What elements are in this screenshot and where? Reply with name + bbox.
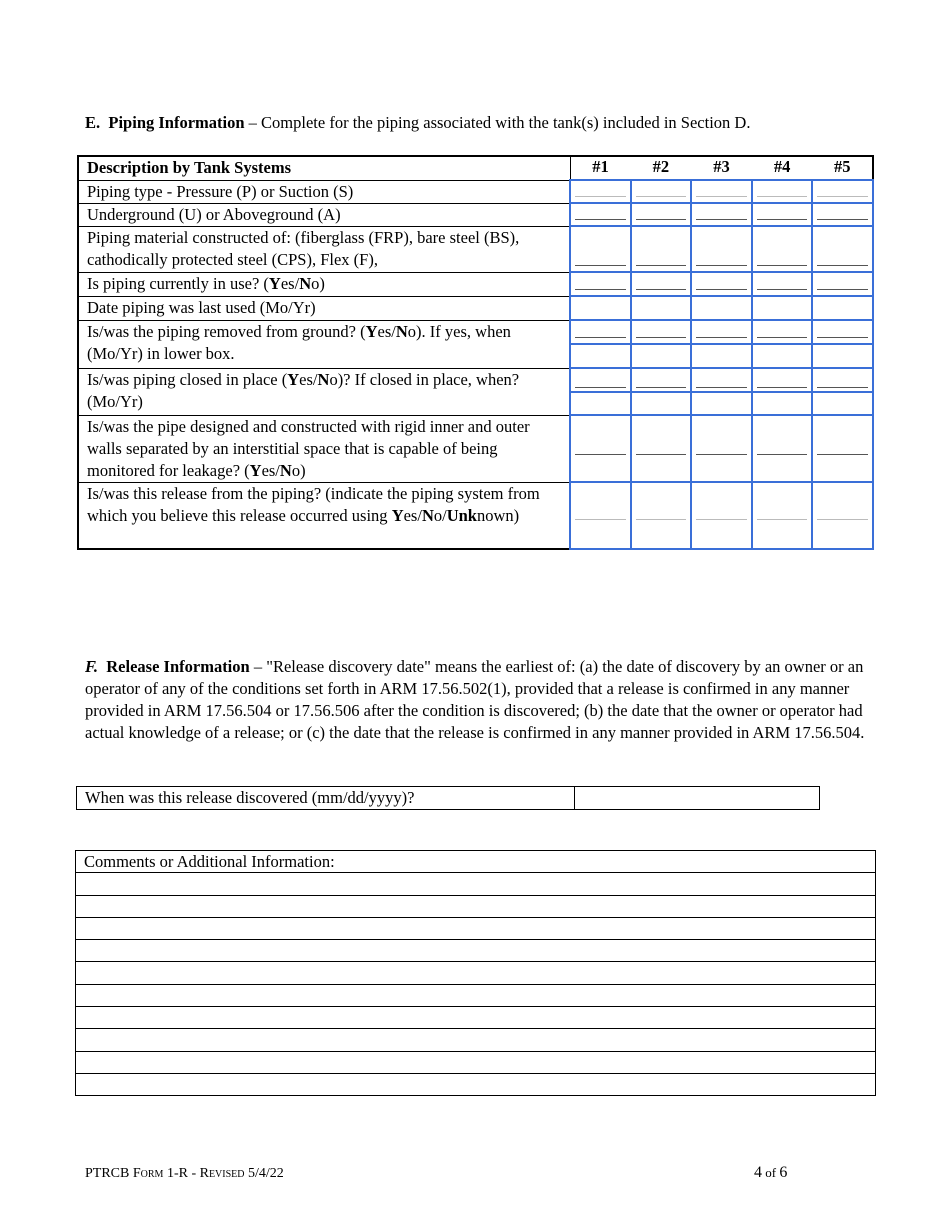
row-label-closed-in-place: Is/was piping closed in place (Yes/No)? If closed in place, when? (Mo/Yr)	[78, 368, 570, 415]
table-header-row	[78, 156, 873, 180]
input-in-use-4[interactable]	[752, 272, 813, 296]
input-underground-2[interactable]	[631, 203, 692, 226]
row-label-last-used: Date piping was last used (Mo/Yr)	[78, 296, 570, 320]
input-removed-4[interactable]	[752, 320, 813, 368]
input-closed-1[interactable]	[570, 368, 631, 415]
input-removed-5[interactable]	[812, 320, 873, 368]
row-underground	[78, 203, 873, 226]
section-f-title: Release Information	[106, 657, 250, 676]
section-e-letter: E.	[85, 113, 101, 132]
comments-line[interactable]	[76, 1074, 875, 1095]
comments-line[interactable]	[76, 873, 875, 895]
footer-page-number: 4 of 6	[754, 1164, 788, 1181]
input-underground-5[interactable]	[812, 203, 873, 226]
input-release-source-5[interactable]	[812, 482, 873, 549]
input-release-source-2[interactable]	[631, 482, 692, 549]
input-release-source-3[interactable]	[691, 482, 752, 549]
input-piping-material-3[interactable]	[691, 226, 752, 272]
column-header-1: #1	[570, 156, 631, 180]
input-underground-4[interactable]	[752, 203, 813, 226]
row-in-use	[78, 272, 873, 296]
row-piping-type	[78, 180, 873, 203]
discovery-date-label: When was this release discovered (mm/dd/yyyy)?	[77, 787, 575, 809]
input-removed-2[interactable]	[631, 320, 692, 368]
column-header-3: #3	[691, 156, 752, 180]
row-removed	[78, 320, 873, 368]
section-e-text: – Complete for the piping associated with the tank(s) included in Section D.	[244, 113, 751, 132]
input-double-walled-2[interactable]	[631, 415, 692, 482]
piping-table	[77, 155, 874, 550]
table-header-description: Description by Tank Systems	[78, 156, 570, 180]
comments-line[interactable]	[76, 896, 875, 918]
input-piping-type-3[interactable]	[691, 180, 752, 203]
input-last-used-5[interactable]	[812, 296, 873, 320]
input-piping-type-2[interactable]	[631, 180, 692, 203]
input-last-used-4[interactable]	[752, 296, 813, 320]
input-piping-type-1[interactable]	[570, 180, 631, 203]
row-label-removed: Is/was the piping removed from ground? (Yes/No). If yes, when (Mo/Yr) in lower box.	[78, 320, 570, 368]
comments-line[interactable]	[76, 940, 875, 962]
input-underground-1[interactable]	[570, 203, 631, 226]
input-last-used-1[interactable]	[570, 296, 631, 320]
row-label-in-use: Is piping currently in use? (Yes/No)	[78, 272, 570, 296]
input-in-use-2[interactable]	[631, 272, 692, 296]
section-f-text: – "Release discovery date" means the earliest of: (a) the date of discovery by an owner or an operator of any of the conditions set forth in ARM 17.56.502(1), provided that a release is confirmed in any manner provided in ARM 17.56.504 or 17.56.506 after the condition is discovered; (b) the date that the owner or operator had actual knowledge of a release; or (c) the date that the release is confirmed in any manner provided in ARM 17.56.504.	[85, 657, 865, 742]
section-f-paragraph	[85, 656, 870, 744]
input-double-walled-5[interactable]	[812, 415, 873, 482]
input-piping-material-1[interactable]	[570, 226, 631, 272]
row-label-piping-type: Piping type - Pressure (P) or Suction (S)	[78, 180, 570, 203]
input-removed-3[interactable]	[691, 320, 752, 368]
input-double-walled-3[interactable]	[691, 415, 752, 482]
row-label-release-source: Is/was this release from the piping? (indicate the piping system from which you believe this release occurred using Yes/No/Unknown)	[78, 482, 570, 549]
row-label-double-walled: Is/was the pipe designed and constructed with rigid inner and outer walls separated by an interstitial space that is capable of being monitored for leakage? (Yes/No)	[78, 415, 570, 482]
input-closed-2[interactable]	[631, 368, 692, 415]
comments-line[interactable]	[76, 1052, 875, 1074]
row-closed-in-place	[78, 368, 873, 415]
comments-line[interactable]	[76, 1007, 875, 1029]
column-header-2: #2	[631, 156, 692, 180]
input-closed-3[interactable]	[691, 368, 752, 415]
section-f-letter: F.	[85, 657, 99, 676]
comments-line[interactable]	[76, 962, 875, 984]
input-closed-4[interactable]	[752, 368, 813, 415]
input-release-source-1[interactable]	[570, 482, 631, 549]
input-last-used-3[interactable]	[691, 296, 752, 320]
column-header-4: #4	[752, 156, 813, 180]
input-in-use-5[interactable]	[812, 272, 873, 296]
input-double-walled-4[interactable]	[752, 415, 813, 482]
input-underground-3[interactable]	[691, 203, 752, 226]
input-last-used-2[interactable]	[631, 296, 692, 320]
comments-label: Comments or Additional Information:	[76, 851, 875, 873]
comments-line[interactable]	[76, 1029, 875, 1051]
input-piping-material-2[interactable]	[631, 226, 692, 272]
section-e-heading	[85, 113, 885, 133]
input-piping-type-4[interactable]	[752, 180, 813, 203]
comments-line[interactable]	[76, 918, 875, 940]
comments-line[interactable]	[76, 985, 875, 1007]
column-header-5: #5	[812, 156, 873, 180]
input-closed-5[interactable]	[812, 368, 873, 415]
input-removed-1[interactable]	[570, 320, 631, 368]
row-label-piping-material: Piping material constructed of: (fiberglass (FRP), bare steel (BS), cathodically protected steel (CPS), Flex (F),	[78, 226, 570, 272]
input-in-use-3[interactable]	[691, 272, 752, 296]
comments-box	[75, 850, 876, 1096]
input-release-source-4[interactable]	[752, 482, 813, 549]
discovery-date-row	[76, 786, 820, 810]
row-release-source	[78, 482, 873, 549]
input-piping-type-5[interactable]	[812, 180, 873, 203]
input-double-walled-1[interactable]	[570, 415, 631, 482]
discovery-date-input[interactable]	[575, 787, 819, 809]
input-in-use-1[interactable]	[570, 272, 631, 296]
section-e-title: Piping Information	[108, 113, 245, 132]
row-piping-material	[78, 226, 873, 272]
footer-form-id: PTRCB Form 1-R - Revised 5/4/22	[85, 1166, 284, 1181]
input-piping-material-5[interactable]	[812, 226, 873, 272]
row-double-walled	[78, 415, 873, 482]
input-piping-material-4[interactable]	[752, 226, 813, 272]
row-label-underground: Underground (U) or Aboveground (A)	[78, 203, 570, 226]
row-last-used	[78, 296, 873, 320]
